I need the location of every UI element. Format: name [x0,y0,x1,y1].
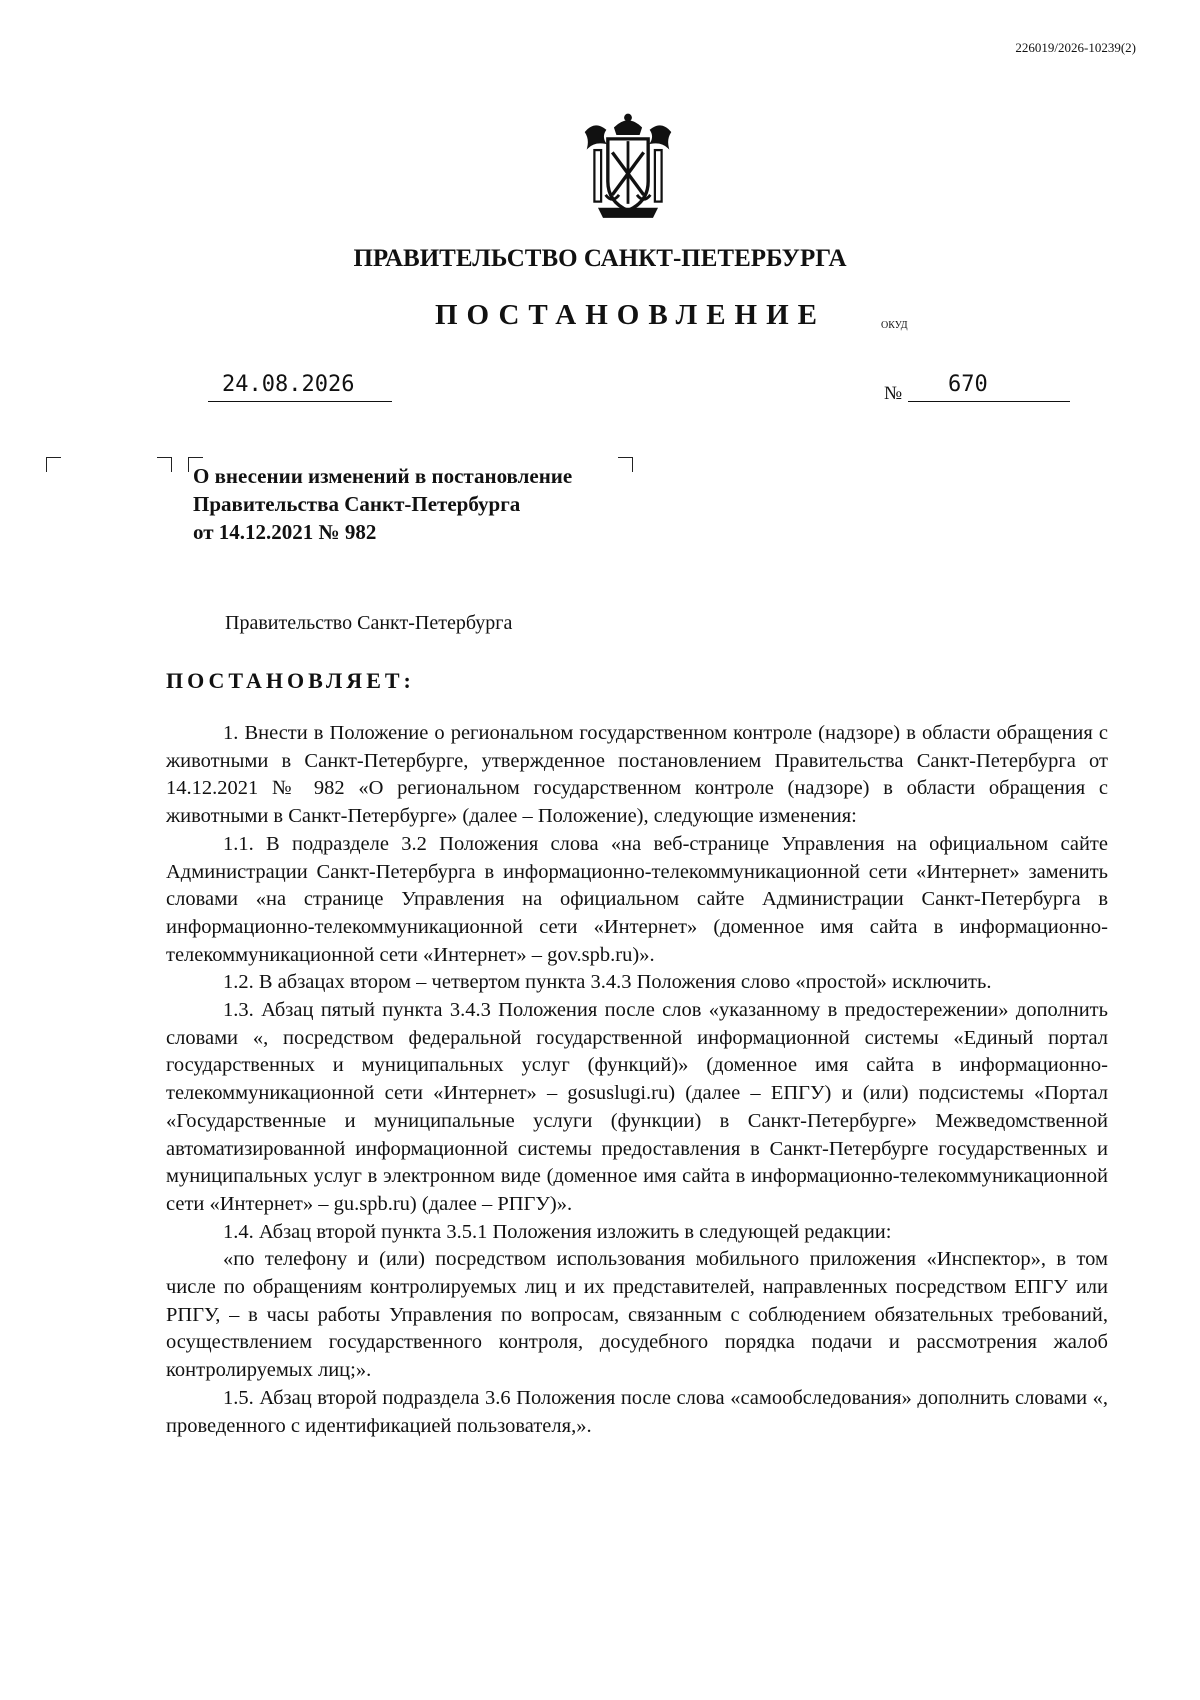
title-line: от 14.12.2021 № 982 [193,520,377,544]
coat-of-arms-icon [572,112,684,224]
body-paragraph: «по телефону и (или) посредством использования мобильного приложения «Инспектор», в том числе по обращениям контролируемых лиц и их представителей, направленных посредством ЕПГУ или РПГУ, – в часы работы Управления по вопросам, связанным с соблюдением обязательных требований, осуществлением государственного контроля, досудебного порядка подачи и рассмотрения жалоб контролируемых лиц;». [166,1248,1108,1382]
okud-label: ОКУД [881,320,908,331]
document-date: 24.08.2026 [208,372,392,402]
decree-word: ПОСТАНОВЛЯЕТ: [166,668,415,693]
corner-mark [157,457,172,472]
corner-mark [618,457,633,472]
body-paragraph: 1.2. В абзацах втором – четвертом пункта 3.4.3 Положения слово «простой» исключить. [223,971,992,994]
document-body [166,720,1108,1440]
document-number: 670 [908,372,1070,402]
body-paragraph: 1.4. Абзац второй пункта 3.5.1 Положения изложить в следующей редакции: [223,1220,892,1243]
title-line: Правительства Санкт-Петербурга [193,492,521,516]
document-type: ПОСТАНОВЛЕНИЕ [435,299,827,331]
document-title [193,462,572,546]
body-paragraph: 1. Внести в Положение о региональном государственном контроле (надзоре) в области обращения с животными в Санкт-Петербурге, утвержденное постановлением Правительства Санкт-Петербурга от 14.12.2021 № 982 «О региональном государственном контроле (надзоре) в области обращения с животными в Санкт-Петербурге» (далее – Положение), следующие изменения: [166,722,1108,828]
number-label: № [884,383,903,404]
body-paragraph: 1.3. Абзац пятый пункта 3.4.3 Положения после слов «указанному в предостережении» дополнить словами «, посредством федеральной государственной информационной системы «Единый портал государственных и муниципальных услуг (функций)» (доменное имя сайта в информационно-телекоммуникационной сети «Интернет» – gosuslugi.ru) (далее – ЕПГУ) и (или) подсистемы «Портал «Государственные и муниципальные услуги (функции) в Санкт-Петербурге» Межведомственной автоматизированной информационной системы предоставления в Санкт-Петербурге государственных и муниципальных услуг в электронном виде (доменное имя сайта в информационно-телекоммуникационной сети «Интернет» – gu.spb.ru) (далее – РПГУ)». [166,999,1108,1215]
body-paragraph: 1.1. В подразделе 3.2 Положения слова «на веб-странице Управления на официальном сайте Администрации Санкт-Петербурга в информационно-телекоммуникационной сети «Интернет» заменить словами «на странице Управления на официальном сайте Администрации Санкт-Петербурга в информационно-телекоммуникационной сети «Интернет» (доменное имя сайта в информационно-телекоммуникационной сети «Интернет» – gov.spb.ru)». [166,832,1108,966]
title-line: О внесении изменений в постановление [193,464,573,488]
preamble: Правительство Санкт-Петербурга [225,612,513,634]
body-paragraph: 1.5. Абзац второй подраздела 3.6 Положения после слова «самообследования» дополнить словами «, проведенного с идентификацией пользователя,». [166,1386,1108,1437]
registration-number: 226019/2026-10239(2) [1015,40,1136,55]
organization-name: ПРАВИТЕЛЬСТВО САНКТ-ПЕТЕРБУРГА [353,245,847,272]
corner-mark [46,457,61,472]
